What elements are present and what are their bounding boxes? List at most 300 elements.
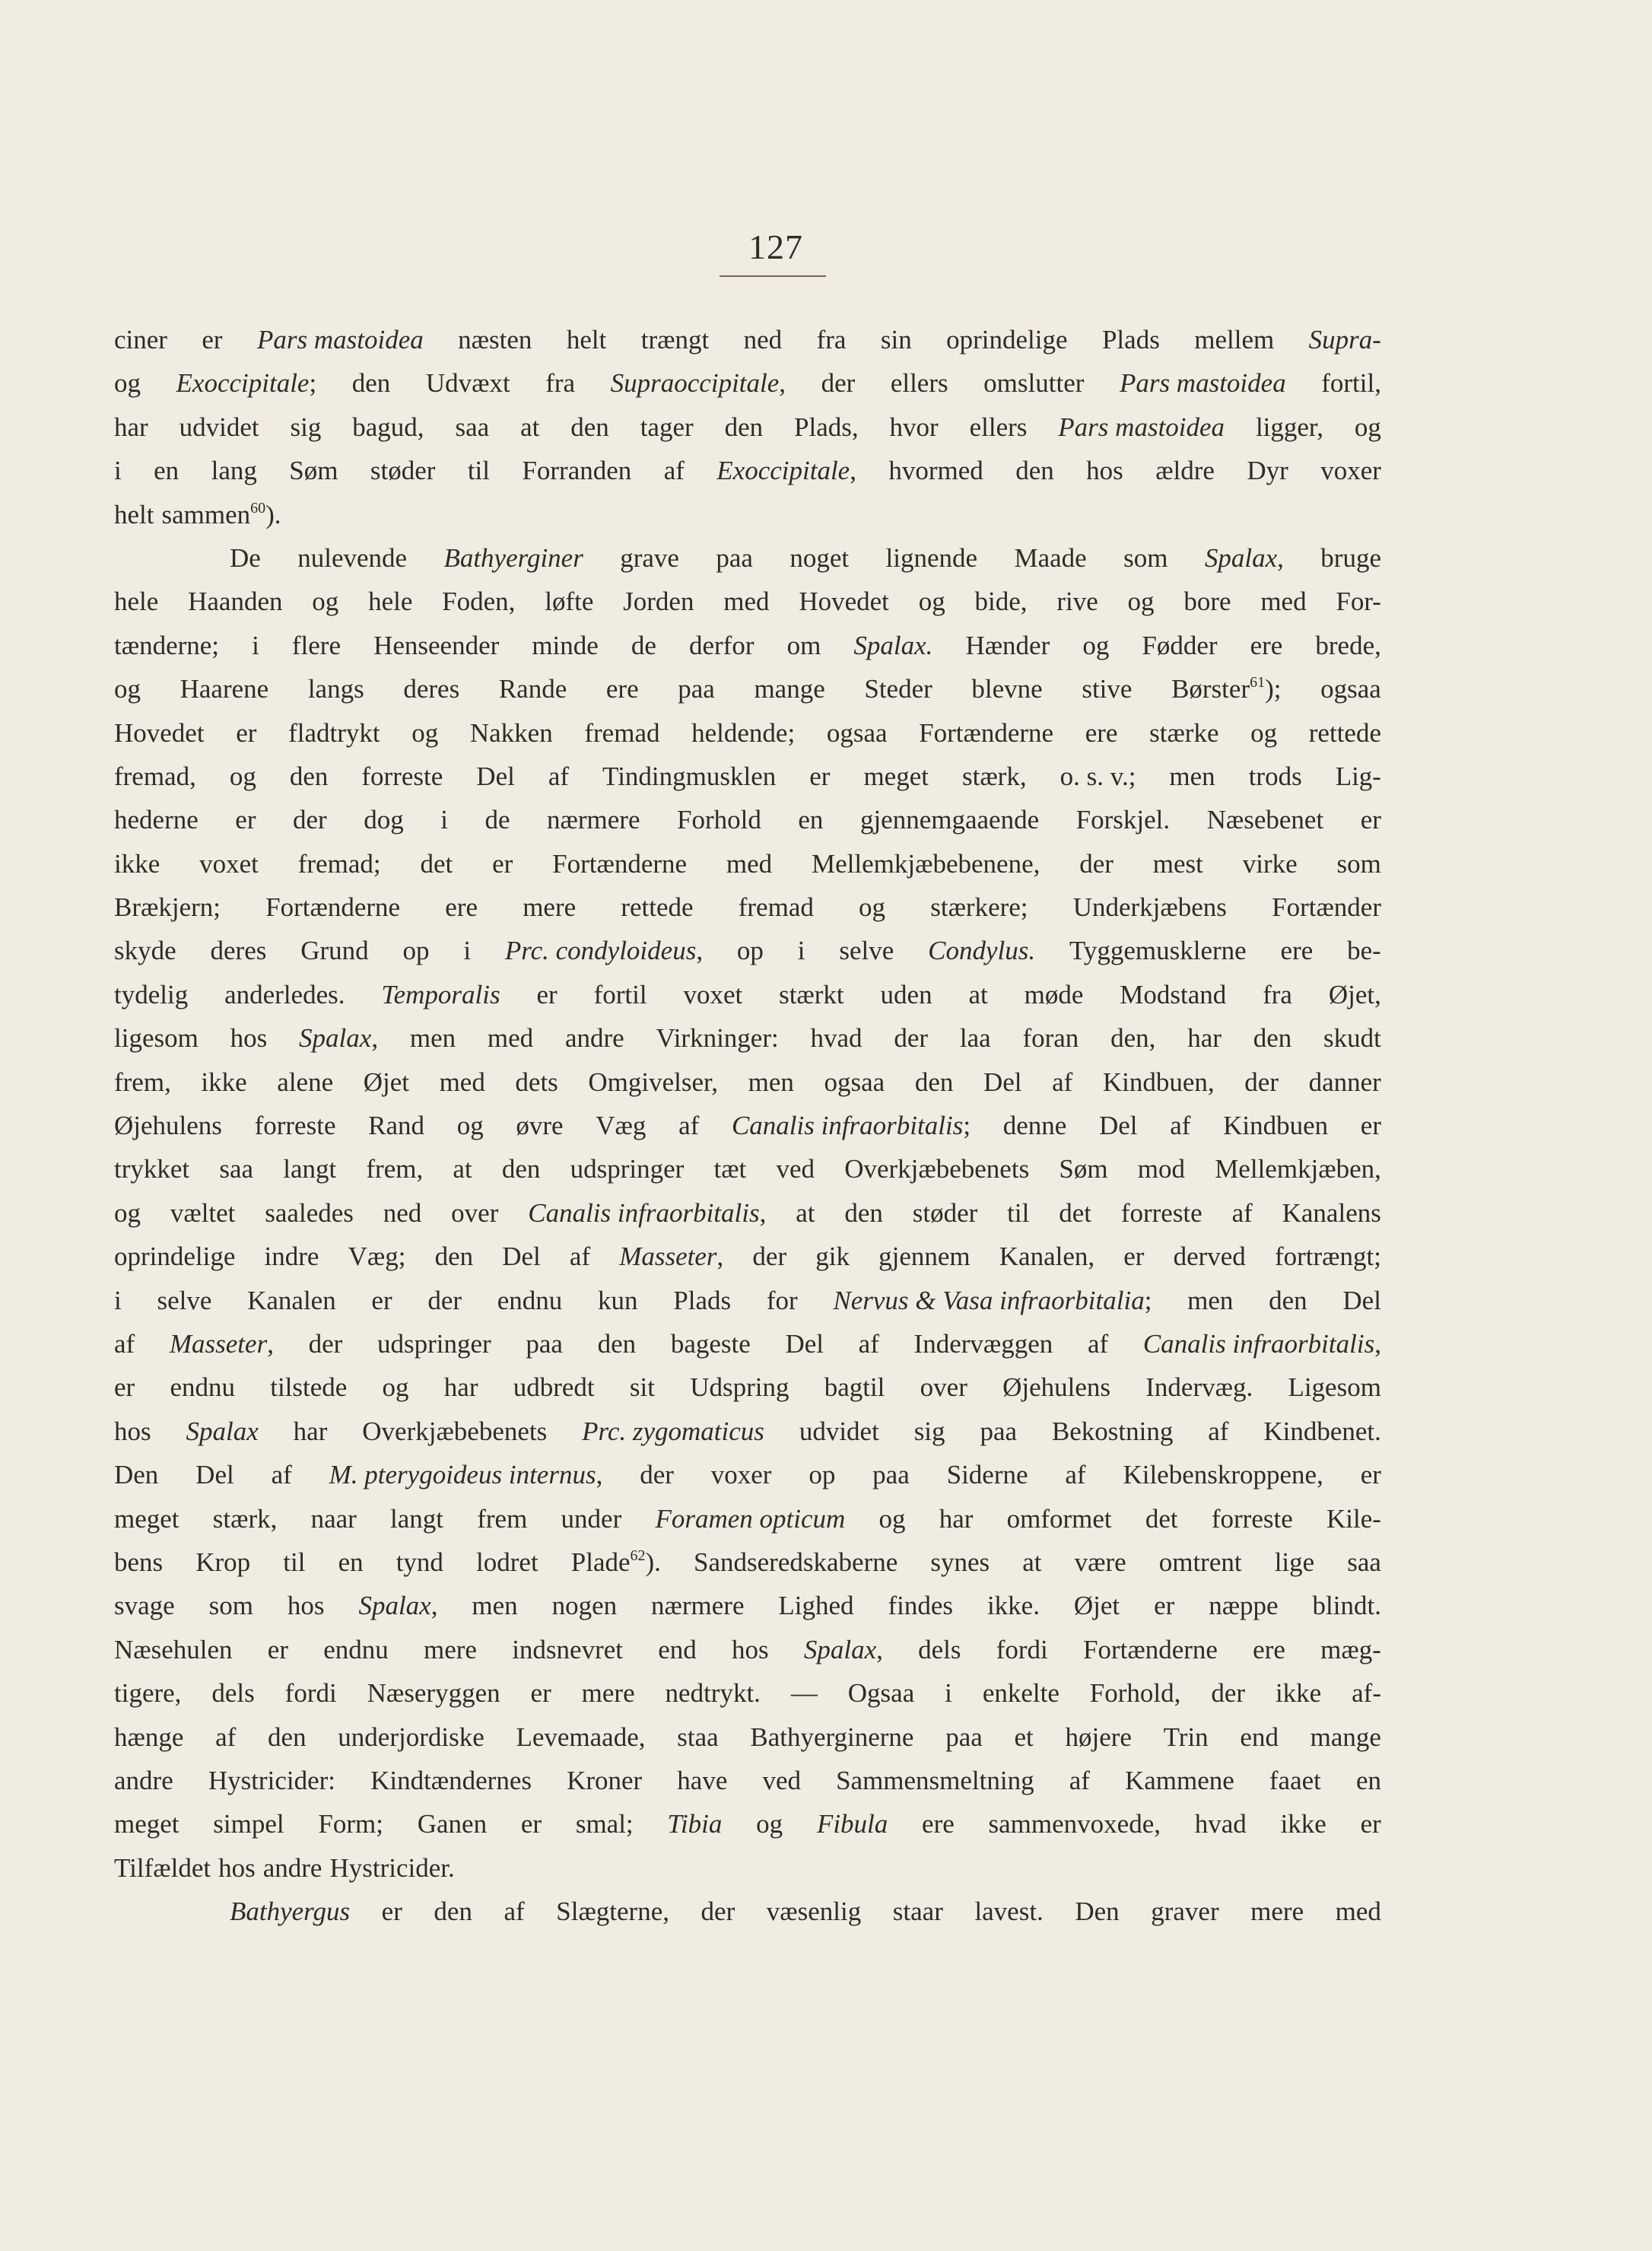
word-text: at xyxy=(796,1197,815,1228)
word xyxy=(754,667,824,711)
word xyxy=(1164,1715,1209,1759)
word-text: hos xyxy=(732,1634,769,1664)
word-text: ere xyxy=(1280,936,1314,966)
word xyxy=(689,624,755,667)
word xyxy=(723,580,769,623)
word xyxy=(1102,318,1160,361)
word xyxy=(502,1235,541,1278)
word-text: Omgivelser, xyxy=(588,1067,719,1097)
word xyxy=(208,1759,335,1802)
text-line xyxy=(114,798,1381,841)
word xyxy=(711,1453,772,1496)
word-text: endnu xyxy=(170,1372,235,1403)
word-text: forreste xyxy=(1120,1197,1202,1228)
word-text: som xyxy=(1123,542,1168,573)
word-text: og xyxy=(312,587,339,617)
word-text: Øjet xyxy=(363,1067,409,1097)
word xyxy=(1183,580,1231,623)
word-text: Maade xyxy=(1014,542,1087,573)
word xyxy=(1276,1671,1321,1715)
word-text: at xyxy=(968,979,988,1009)
word xyxy=(1361,1104,1381,1147)
word-text: og xyxy=(456,1111,484,1141)
word-text: af xyxy=(548,761,570,791)
word xyxy=(1076,798,1170,841)
word xyxy=(1153,842,1203,885)
word xyxy=(809,1453,835,1496)
word-text: væsenlig xyxy=(766,1896,862,1927)
word xyxy=(170,1366,235,1409)
word-text: Foden, xyxy=(442,587,516,617)
word-text: endnu xyxy=(323,1634,389,1664)
word-text: den xyxy=(289,761,329,791)
word xyxy=(1174,1235,1246,1278)
word-text: af xyxy=(1170,1111,1191,1141)
word-text: til xyxy=(467,456,491,486)
word-text: stærkere; xyxy=(930,892,1028,923)
word xyxy=(798,929,805,972)
word-text: ogsaa xyxy=(826,717,888,748)
word xyxy=(114,1628,233,1671)
word-text: dels xyxy=(211,1678,255,1709)
word-text: ikke xyxy=(1275,1678,1322,1709)
word xyxy=(611,361,786,405)
text-line xyxy=(114,624,1381,667)
word-text: langt xyxy=(283,1154,337,1184)
word xyxy=(1275,1235,1381,1278)
word-text: et xyxy=(1014,1722,1034,1752)
word-text: af xyxy=(215,1722,237,1752)
word-text: blindt. xyxy=(1312,1591,1381,1621)
word xyxy=(631,624,656,667)
word xyxy=(114,755,196,798)
word-text: Søm xyxy=(289,456,338,486)
word xyxy=(410,1016,456,1060)
word xyxy=(1207,798,1324,841)
word xyxy=(215,1715,236,1759)
word xyxy=(778,1584,853,1627)
word xyxy=(804,1628,883,1671)
word-text: saa xyxy=(455,412,490,442)
word xyxy=(844,1191,883,1235)
word-text: lodret xyxy=(476,1547,538,1577)
word xyxy=(1263,973,1292,1016)
word-text: er xyxy=(114,1372,135,1403)
punctuation: ; xyxy=(963,1111,971,1141)
word xyxy=(1309,711,1381,755)
word xyxy=(230,1016,268,1060)
word xyxy=(1143,1322,1381,1366)
word xyxy=(523,885,576,929)
word-text: Slægterne, xyxy=(556,1896,669,1927)
word xyxy=(1074,1584,1120,1627)
word xyxy=(368,1104,424,1147)
word xyxy=(640,405,694,449)
word-text: er xyxy=(492,848,513,879)
word-text: Kile- xyxy=(1326,1503,1381,1534)
word xyxy=(453,1147,472,1191)
word xyxy=(570,1147,685,1191)
word-text: øvre xyxy=(516,1111,564,1141)
word-text: staa xyxy=(677,1722,719,1752)
word xyxy=(548,755,569,798)
word-text: fortil, xyxy=(1321,368,1381,399)
word-text: har xyxy=(114,412,148,442)
word xyxy=(945,1715,983,1759)
word xyxy=(817,318,847,361)
word-text: og xyxy=(1082,630,1110,660)
word-text: ere xyxy=(445,892,478,923)
word xyxy=(370,1759,532,1802)
text-line xyxy=(114,755,1381,798)
word xyxy=(1347,929,1381,972)
word xyxy=(1014,536,1086,580)
word xyxy=(352,405,424,449)
word xyxy=(1154,1584,1174,1627)
word-text: staar xyxy=(892,1896,943,1927)
word xyxy=(1281,1802,1326,1846)
word xyxy=(1159,1540,1242,1584)
text-line xyxy=(114,405,1381,449)
word xyxy=(272,1453,292,1496)
word-text: med xyxy=(1335,1896,1381,1927)
word xyxy=(888,1584,953,1627)
word-text: men xyxy=(472,1591,518,1621)
word xyxy=(383,1366,409,1409)
word xyxy=(472,1584,517,1627)
word-text: Udspring xyxy=(690,1372,789,1403)
word xyxy=(247,1279,336,1322)
word xyxy=(352,361,391,405)
word-text: med xyxy=(439,1067,485,1097)
word-text: der xyxy=(1079,848,1114,879)
word xyxy=(1337,842,1381,885)
word-text: andre xyxy=(262,1852,322,1883)
word xyxy=(588,1060,718,1104)
word xyxy=(739,885,814,929)
word xyxy=(528,1191,766,1235)
word-text: en xyxy=(798,805,824,835)
word-text: omformet xyxy=(1006,1503,1112,1534)
word-text: af xyxy=(663,456,685,486)
word xyxy=(794,405,859,449)
word xyxy=(811,1016,863,1060)
word xyxy=(297,536,407,580)
word xyxy=(1253,1016,1292,1060)
word-text: mange xyxy=(754,674,825,704)
word xyxy=(1244,1060,1279,1104)
word xyxy=(1215,1147,1381,1191)
word xyxy=(457,1104,484,1147)
word xyxy=(338,1715,484,1759)
word-text: næsten xyxy=(458,325,532,355)
word xyxy=(785,1322,824,1366)
word-text: have xyxy=(677,1765,728,1795)
word-text: omtrent xyxy=(1158,1547,1242,1577)
word xyxy=(673,1279,731,1322)
word-text: omslutter xyxy=(983,368,1085,399)
word xyxy=(1060,755,1136,798)
word xyxy=(209,1584,253,1627)
word xyxy=(913,1191,978,1235)
word xyxy=(606,667,639,711)
word xyxy=(195,1540,250,1584)
italic-term: Bathyergus xyxy=(230,1896,351,1927)
word-text: trods xyxy=(1248,761,1302,791)
word-text: en xyxy=(154,456,179,486)
word xyxy=(872,1453,910,1496)
word xyxy=(962,755,1027,798)
word-text: i xyxy=(440,805,448,835)
word xyxy=(1282,1191,1381,1235)
word-text: Brækjern; xyxy=(114,892,221,923)
word xyxy=(170,1191,236,1235)
word xyxy=(677,1715,718,1759)
word-text: møde xyxy=(1024,979,1084,1009)
word-text: og xyxy=(878,1503,906,1534)
italic-term: Exoccipitale xyxy=(716,456,850,486)
italic-term: Exoccipitale xyxy=(176,368,310,399)
word xyxy=(499,667,567,711)
word xyxy=(678,1104,699,1147)
word-text: Børster xyxy=(1171,674,1250,704)
word xyxy=(552,1584,618,1627)
word-text: hvor xyxy=(889,412,939,442)
word xyxy=(114,1060,171,1104)
word-text: dels xyxy=(918,1634,961,1664)
word xyxy=(114,711,205,755)
word xyxy=(1212,1497,1293,1540)
word xyxy=(864,667,932,711)
word-text: mere xyxy=(424,1634,477,1664)
word xyxy=(420,842,453,885)
word xyxy=(1361,1802,1381,1846)
word-text: det xyxy=(1059,1197,1091,1228)
word-text: og xyxy=(756,1809,783,1839)
word-text: den xyxy=(268,1722,307,1752)
word-text: men xyxy=(748,1067,794,1097)
word-text: den xyxy=(1253,1023,1292,1054)
word xyxy=(1320,449,1381,492)
word-text: den xyxy=(1015,456,1054,486)
word-text: Øjehulens xyxy=(1002,1372,1111,1403)
word-text: grave xyxy=(620,542,679,573)
word xyxy=(1352,1671,1381,1715)
word xyxy=(552,842,687,885)
word xyxy=(1272,885,1381,929)
word xyxy=(767,1279,798,1322)
word xyxy=(114,1191,141,1235)
word xyxy=(594,973,647,1016)
word-text: og xyxy=(859,892,886,923)
word xyxy=(516,1715,645,1759)
word xyxy=(265,885,400,929)
word-text: Fortænderne xyxy=(265,892,401,923)
word xyxy=(1329,973,1381,1016)
word xyxy=(1309,1060,1381,1104)
word xyxy=(179,405,259,449)
word-text: Næseryggen xyxy=(367,1678,500,1709)
word-text: op xyxy=(736,936,764,966)
word-text: tydelig xyxy=(114,979,189,1009)
word xyxy=(787,624,821,667)
word xyxy=(367,1671,500,1715)
word-text: Modstand xyxy=(1120,979,1227,1009)
word-text: Overkjæbebenets xyxy=(362,1416,548,1446)
word-text: der xyxy=(821,368,856,399)
word xyxy=(1086,449,1123,492)
word xyxy=(311,1497,357,1540)
word xyxy=(890,405,939,449)
word xyxy=(582,1671,635,1715)
word-text: fremad; xyxy=(297,848,381,879)
word xyxy=(666,1671,761,1715)
word xyxy=(655,1497,845,1540)
word-text: sammenvoxede, xyxy=(988,1809,1161,1839)
word-text: graver xyxy=(1151,1896,1219,1927)
word-text: udspringer xyxy=(570,1154,685,1184)
word-text: er xyxy=(530,1678,551,1709)
word xyxy=(288,1584,325,1627)
word xyxy=(1007,1191,1029,1235)
word-text: være xyxy=(1074,1547,1126,1577)
word xyxy=(1090,1671,1181,1715)
word xyxy=(488,1016,533,1060)
word-text: noget xyxy=(789,542,850,573)
word xyxy=(1052,1060,1072,1104)
word-text: bens xyxy=(114,1547,164,1577)
word-text: ved xyxy=(762,1765,801,1795)
word-text: hele xyxy=(114,587,159,617)
word xyxy=(195,1453,234,1496)
word xyxy=(619,1235,723,1278)
word xyxy=(114,1497,179,1540)
word xyxy=(1069,1759,1090,1802)
word xyxy=(531,1671,551,1715)
italic-term: Masseter xyxy=(169,1328,268,1359)
word-text: indre xyxy=(264,1242,319,1272)
word xyxy=(1015,1715,1034,1759)
word-text: ned xyxy=(383,1197,422,1228)
word xyxy=(1123,1235,1144,1278)
word-text: over xyxy=(451,1197,499,1228)
word-text: ogsaa xyxy=(824,1067,885,1097)
word-text: Hovedet xyxy=(799,587,889,617)
word xyxy=(678,667,715,711)
word-text: af xyxy=(1069,1765,1090,1795)
word xyxy=(677,798,761,841)
word-text: der xyxy=(427,1285,462,1315)
word-text: af xyxy=(271,1460,292,1490)
word-text: fra xyxy=(1263,979,1292,1009)
text-line xyxy=(114,1453,1381,1496)
word xyxy=(799,1410,879,1453)
word xyxy=(318,1802,383,1846)
word xyxy=(114,449,122,492)
word xyxy=(390,1497,443,1540)
word-text: mere xyxy=(1250,1896,1304,1927)
word xyxy=(623,580,694,623)
word-text: derved xyxy=(1173,1242,1246,1272)
word xyxy=(257,318,424,361)
word xyxy=(1123,536,1168,580)
word xyxy=(484,798,510,841)
word-text: har xyxy=(293,1416,328,1446)
word-text: ligger, xyxy=(1255,412,1323,442)
word-text: er xyxy=(381,1896,402,1927)
word-text: Forskjel. xyxy=(1075,805,1171,835)
word-text: tæt xyxy=(713,1154,747,1184)
text-line xyxy=(114,842,1381,885)
word-text: hederne xyxy=(114,805,199,835)
word xyxy=(362,1410,547,1453)
word-text: og xyxy=(411,717,439,748)
word xyxy=(299,1016,378,1060)
word-text: danner xyxy=(1308,1067,1381,1097)
word-text: foran xyxy=(1022,1023,1079,1054)
word xyxy=(114,1540,163,1584)
word xyxy=(180,667,269,711)
italic-term: Condylus. xyxy=(928,936,1036,966)
word xyxy=(1120,973,1226,1016)
word-text: der xyxy=(1211,1678,1246,1709)
word xyxy=(824,1060,885,1104)
word-text: skyde xyxy=(114,936,176,966)
word-text: den xyxy=(844,1197,883,1228)
word-text: De xyxy=(230,542,261,573)
word-text: men xyxy=(409,1023,456,1054)
word xyxy=(211,1671,254,1715)
word-text: de xyxy=(484,805,510,835)
word xyxy=(658,1628,697,1671)
word-text: udbredt xyxy=(513,1372,595,1403)
word xyxy=(114,580,158,623)
word xyxy=(570,1235,590,1278)
word-text: at xyxy=(453,1154,472,1184)
word xyxy=(744,318,783,361)
word xyxy=(308,667,364,711)
word xyxy=(382,1890,402,1933)
word xyxy=(799,580,889,623)
word-text: Fortænderne xyxy=(552,848,688,879)
word-text: Øjet xyxy=(1073,1591,1120,1621)
punctuation: , xyxy=(430,1591,438,1621)
word-text: stærke xyxy=(1149,717,1219,748)
word xyxy=(230,1890,350,1933)
word-text: Kroner xyxy=(567,1765,643,1795)
word-text: nærmere xyxy=(651,1591,745,1621)
word xyxy=(114,1366,135,1409)
word xyxy=(445,885,478,929)
word-text: støder xyxy=(370,456,436,486)
word xyxy=(199,842,259,885)
word xyxy=(881,973,932,1016)
word-text: sin xyxy=(880,325,912,355)
italic-term: Foramen opticum xyxy=(655,1503,846,1534)
word-text: ligesom xyxy=(114,1023,199,1054)
word xyxy=(833,1279,1152,1322)
word-text: stærk, xyxy=(212,1503,278,1534)
word-text: er xyxy=(1360,1460,1381,1490)
word-text: Fortænderne xyxy=(1083,1634,1218,1664)
word-text: Kindbenet. xyxy=(1263,1416,1381,1446)
word xyxy=(368,580,412,623)
word-text: Ligesom xyxy=(1288,1372,1381,1403)
word xyxy=(918,1628,961,1671)
word-text: virke xyxy=(1242,848,1298,879)
word-text: tynd xyxy=(396,1547,443,1577)
word-text: i xyxy=(114,456,122,486)
